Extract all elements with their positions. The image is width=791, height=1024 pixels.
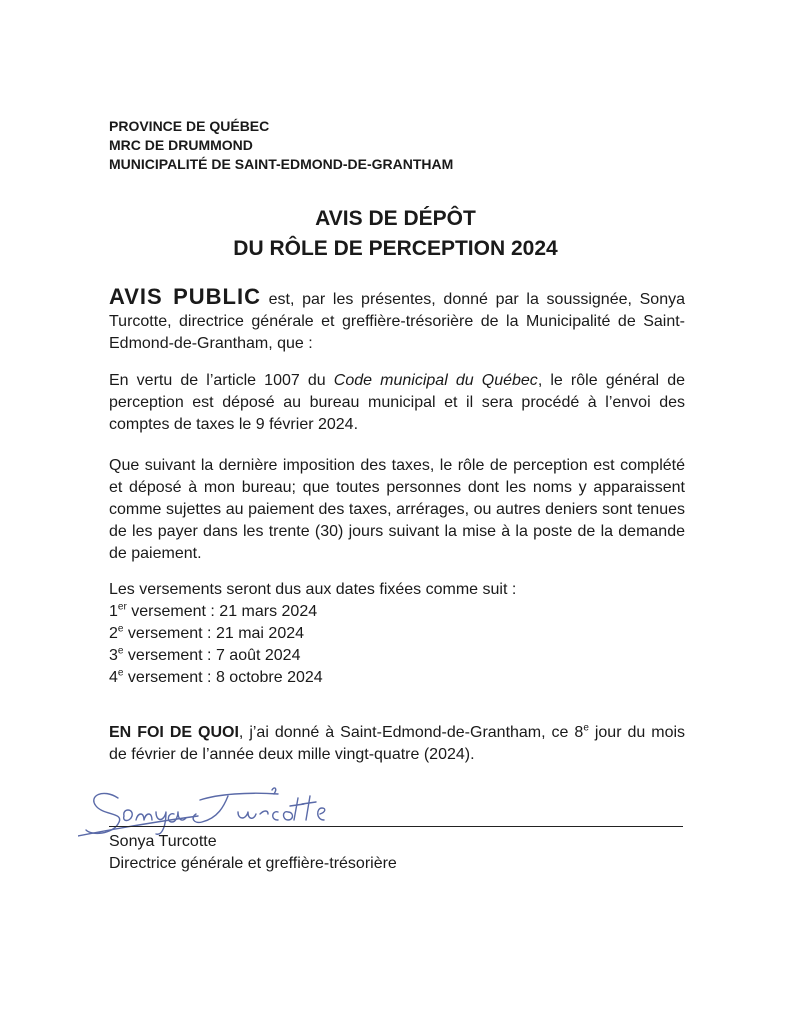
signer-role: Directrice générale et greffière-trésorière (109, 855, 397, 872)
installment-ordinal: e (117, 623, 124, 635)
signer-block (109, 831, 397, 875)
installments-block (109, 579, 685, 689)
paragraph-payment-obligation (109, 455, 685, 565)
installment-item (109, 601, 685, 623)
closing-text-2: jour du mois de février de l’année deux mille vingt-quatre (2024). (109, 724, 686, 763)
installment-item (109, 667, 685, 689)
title-line-2: DU RÔLE DE PERCEPTION 2024 (233, 237, 558, 260)
closing-text-1: , j’ai donné à Saint-Edmond-de-Grantham, ce 8 (238, 724, 584, 741)
legal-basis-before: En vertu de l’article 1007 du (109, 372, 334, 389)
header-mrc: MRC DE DRUMMOND (109, 137, 253, 153)
legal-basis-code: Code municipal du Québec (333, 372, 538, 389)
installments-intro: Les versements seront dus aux dates fixées comme suit : (109, 581, 517, 598)
installment-ordinal: e (117, 667, 124, 679)
public-notice-text: est, par les présentes, donné par la soussignée, Sonya Turcotte, directrice générale et greffière-trésorière de la Municipalité de Saint-Edmond-de-Grantham, que : (109, 291, 685, 352)
installment-item (109, 645, 685, 667)
signature-line (109, 826, 683, 827)
public-notice-lead: AVIS PUBLIC (109, 284, 261, 309)
installment-text: versement : 21 mars 2024 (126, 603, 318, 620)
header-municipality: MUNICIPALITÉ DE SAINT-EDMOND-DE-GRANTHAM (109, 156, 454, 172)
payment-obligation-text: Que suivant la dernière imposition des taxes, le rôle de perception est complété et déposé à mon bureau; que toutes personnes dont les noms y apparaissent comme sujettes au paiement des taxes, arrérages, ou autres deniers sont tenues de les payer dans les trente (30) jours suivant la mise à la poste de la demande de paiement. (109, 457, 685, 562)
title-line-1: AVIS DE DÉPÔT (315, 207, 476, 230)
header-block (109, 117, 453, 174)
installment-text: versement : 21 mai 2024 (123, 625, 305, 642)
installments-list (109, 601, 685, 689)
installment-number: 4 (109, 669, 118, 686)
installment-number: 2 (109, 625, 118, 642)
installment-text: versement : 7 août 2024 (123, 647, 301, 664)
closing-ordinal: e (583, 722, 589, 734)
installment-number: 1 (109, 603, 118, 620)
closing-bold: EN FOI DE QUOI (109, 724, 239, 741)
header-province: PROVINCE DE QUÉBEC (109, 118, 270, 134)
paragraph-public-notice (109, 286, 685, 355)
notice-title (0, 204, 791, 264)
paragraph-legal-basis (109, 370, 685, 436)
signer-name: Sonya Turcotte (109, 833, 217, 850)
installment-text: versement : 8 octobre 2024 (123, 669, 323, 686)
installment-number: 3 (109, 647, 118, 664)
handwritten-signature (78, 778, 698, 838)
installment-ordinal: e (117, 645, 124, 657)
paragraph-closing (109, 722, 685, 766)
legal-basis-after: , le rôle général de perception est déposé au bureau municipal et il sera procédé à l’envoi des comptes de taxes le 9 février 2024. (109, 372, 686, 433)
installment-ordinal: er (117, 601, 127, 613)
installment-item (109, 623, 685, 645)
